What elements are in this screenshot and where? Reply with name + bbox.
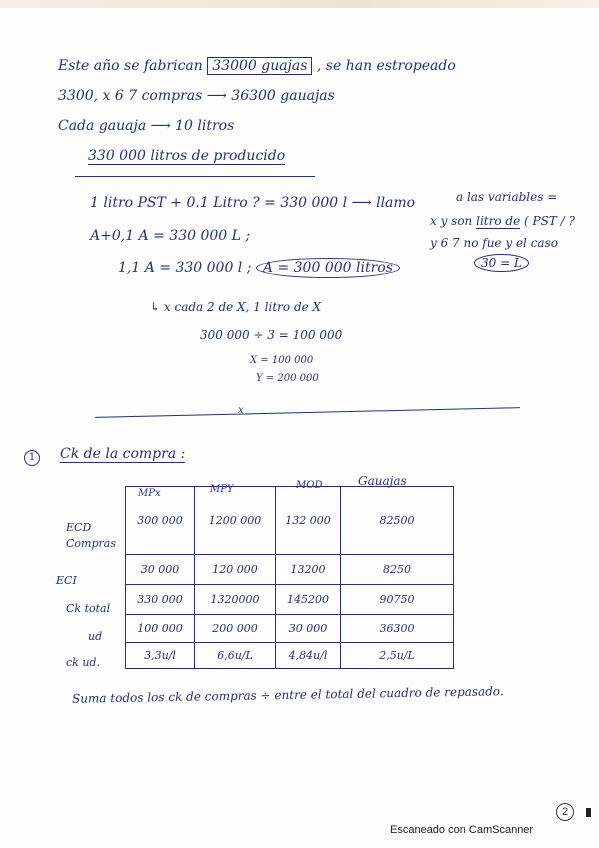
- table-cell: 3,3u/l: [126, 643, 195, 669]
- curved-arrow-icon: ↳: [150, 300, 161, 314]
- table-cell: 90750: [341, 585, 454, 615]
- table-row: [126, 585, 454, 615]
- row-label-eci: ECI: [56, 574, 77, 587]
- note-underlined: litro de: [476, 214, 521, 228]
- header-line-1-text: Este año se fabrican: [58, 58, 203, 74]
- row-label-ecd: [66, 520, 114, 552]
- row-label-ck-ud: ck ud.: [66, 656, 100, 669]
- section-divider: [95, 407, 520, 418]
- equation-3-text: 1,1 A = 330 000 l ;: [118, 260, 252, 276]
- table-cell: 100 000: [126, 615, 195, 643]
- col-header-4: Gauajas: [358, 474, 407, 488]
- row-label-ud: ud: [88, 630, 103, 643]
- row-label-total: Ck total: [66, 602, 111, 615]
- calc-line-3: Y = 200 000: [256, 373, 319, 384]
- section-title: Ck de la compra :: [60, 446, 186, 462]
- top-edge-mark: [0, 0, 599, 8]
- arrow-note-text: x cada 2 de X, 1 litro de X: [163, 300, 322, 314]
- note-oval: 30 = L: [474, 254, 529, 272]
- conclusion-text: Suma todos los ck de compras ÷ entre el total del cuadro de repasado.: [71, 684, 504, 706]
- table-row: [126, 615, 454, 643]
- scanner-watermark: Escaneado con CamScanner: [390, 824, 534, 836]
- table-cell: 36300: [341, 615, 454, 643]
- table-cell: 200 000: [195, 615, 276, 643]
- note-line-2: [430, 214, 575, 228]
- table-cell: 1320000: [195, 585, 276, 615]
- note-line-2-text: x y son: [430, 214, 473, 228]
- row-label-ecd-text: ECD Compras: [66, 521, 116, 550]
- table-cell: 300 000: [126, 487, 195, 555]
- divider-x-mark: x: [238, 405, 244, 416]
- arrow-note: [150, 300, 321, 314]
- equation-1: 1 litro PST + 0.1 Litro ? = 330 000 l ⟶ llamo: [90, 195, 416, 211]
- table-cell: 132 000: [276, 487, 341, 555]
- page-number: 2: [556, 803, 574, 821]
- table-row: [126, 555, 454, 585]
- calc-line-1: 300 000 ÷ 3 = 100 000: [200, 328, 343, 342]
- table-cell: 2,5u/L: [341, 643, 454, 669]
- col-header-2: MPY: [210, 484, 234, 495]
- table-row: [126, 643, 454, 669]
- table-cell: 6,6u/L: [195, 643, 276, 669]
- table-cell: 30 000: [126, 555, 195, 585]
- note-line-3: y 6 7 no fue y el caso: [430, 236, 558, 250]
- equation-2: A+0,1 A = 330 000 L ;: [90, 228, 251, 244]
- table-cell: 4,84u/l: [276, 643, 341, 669]
- table-cell: 120 000: [195, 555, 276, 585]
- table-cell: 1200 000: [195, 487, 276, 555]
- table-cell: 13200: [276, 555, 341, 585]
- cost-table: [125, 486, 454, 669]
- col-header-3: MOD: [296, 480, 323, 491]
- equation-3-oval: A = 300 000 litros: [256, 258, 400, 278]
- table-row: [126, 487, 454, 555]
- note-oval-wrap: [474, 256, 529, 270]
- divider-line: [75, 176, 315, 177]
- note-line-2-end: ( PST / ?: [524, 214, 575, 228]
- header-boxed-value: 33000 guajas: [207, 57, 312, 75]
- col-header-1: MPx: [138, 488, 161, 499]
- calc-line-2: X = 100 000: [250, 355, 314, 366]
- header-line-1-end: , se han estropeado: [316, 58, 456, 74]
- edge-mark: [586, 808, 591, 817]
- header-line-2: 3300, x 6 7 compras ⟶ 36300 gauajas: [58, 88, 335, 104]
- section-number: 1: [24, 450, 40, 466]
- table-cell: 145200: [276, 585, 341, 615]
- note-line-1: a las variables =: [456, 190, 558, 204]
- header-line-4: 330 000 litros de producido: [88, 148, 286, 164]
- header-line-1: [58, 58, 456, 74]
- table-cell: 30 000: [276, 615, 341, 643]
- table-cell: 330 000: [126, 585, 195, 615]
- table-cell: 82500: [341, 487, 454, 555]
- table-cell: 8250: [341, 555, 454, 585]
- header-line-3: Cada gauaja ⟶ 10 litros: [58, 118, 235, 134]
- equation-3: [118, 260, 400, 276]
